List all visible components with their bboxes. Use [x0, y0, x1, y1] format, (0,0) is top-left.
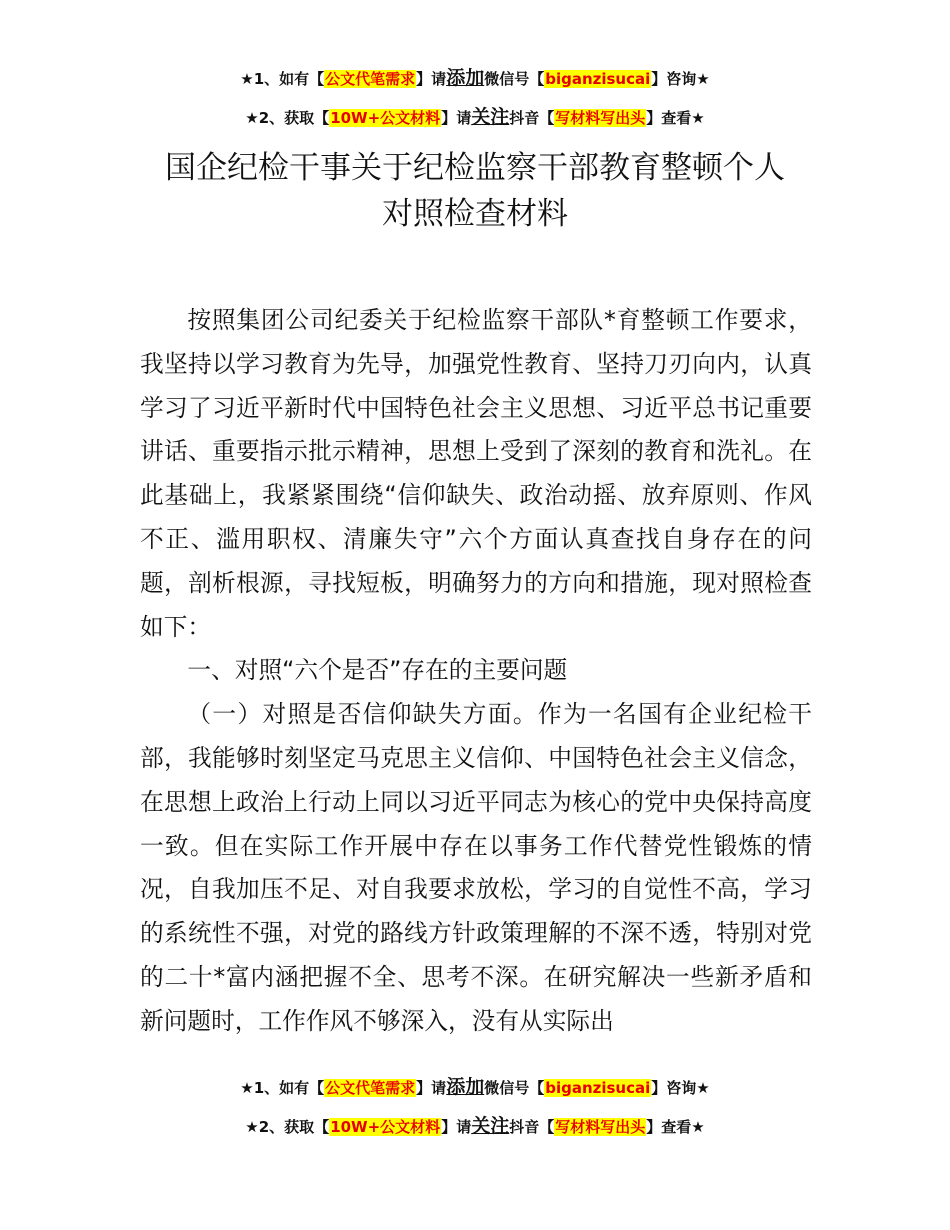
header-promo-line-2: ★2、获取【10W+公文材料】请关注抖音【写材料写出头】查看★	[245, 106, 705, 128]
paragraph-intro: 按照集团公司纪委关于纪检监察干部队*育整顿工作要求，我坚持以学习教育为先导，加强党性教育、坚持刀刃向内，认真学习了习近平新时代中国特色社会主义思想、习近平总书记重要讲话、重要指示批示精神，思想上受到了深刻的教育和洗礼。在此基础上，我紧紧围绕“信仰缺失、政治动摇、放弃原则、作风不正、滥用职权、清廉失守”六个方面认真查找自身存在的问题，剖析根源，寻找短板，明确努力的方向和措施，现对照检查如下：	[140, 306, 812, 641]
footer-promo-line-1: ★1、如有【公文代笔需求】请添加微信号【biganzisucai】咨询★	[240, 1076, 710, 1098]
highlight-service: 公文代笔需求	[325, 1079, 416, 1097]
highlight-materials: 10W+公文材料	[330, 109, 441, 127]
highlight-wechat-id: biganzisucai	[545, 70, 651, 88]
section-heading: 一、对照“六个是否”存在的主要问题	[187, 656, 568, 685]
highlight-service: 公文代笔需求	[325, 70, 416, 88]
highlight-douyin-id: 写材料写出头	[555, 109, 646, 127]
title-line-2: 对照检查材料	[382, 196, 568, 232]
footer-promo-line-2: ★2、获取【10W+公文材料】请关注抖音【写材料写出头】查看★	[245, 1115, 705, 1137]
highlight-materials: 10W+公文材料	[330, 1118, 441, 1136]
emphasis-add: 添加	[446, 67, 485, 89]
emphasis-add: 添加	[446, 1076, 485, 1098]
header-promo-line-1: ★1、如有【公文代笔需求】请添加微信号【biganzisucai】咨询★	[240, 67, 710, 89]
document-body	[140, 299, 812, 1044]
title-line-1: 国企纪检干事关于纪检监察干部教育整顿个人	[165, 150, 785, 186]
highlight-douyin-id: 写材料写出头	[555, 1118, 646, 1136]
document-title	[120, 145, 830, 237]
emphasis-follow: 关注	[471, 1115, 510, 1137]
paragraph-section-1: （一）对照是否信仰缺失方面。作为一名国有企业纪检干部，我能够时刻坚定马克思主义信仰、中国特色社会主义信念，在思想上政治上行动上同以习近平同志为核心的党中央保持高度一致。但在实际工作开展中存在以事务工作代替党性锻炼的情况，自我加压不足、对自我要求放松，学习的自觉性不高，学习的系统性不强，对党的路线方针政策理解的不深不透，特别对党的二十*富内涵把握不全、思考不深。在研究解决一些新矛盾和新问题时，工作作风不够深入，没有从实际出	[140, 700, 812, 1035]
emphasis-follow: 关注	[471, 106, 510, 128]
highlight-wechat-id: biganzisucai	[545, 1079, 651, 1097]
